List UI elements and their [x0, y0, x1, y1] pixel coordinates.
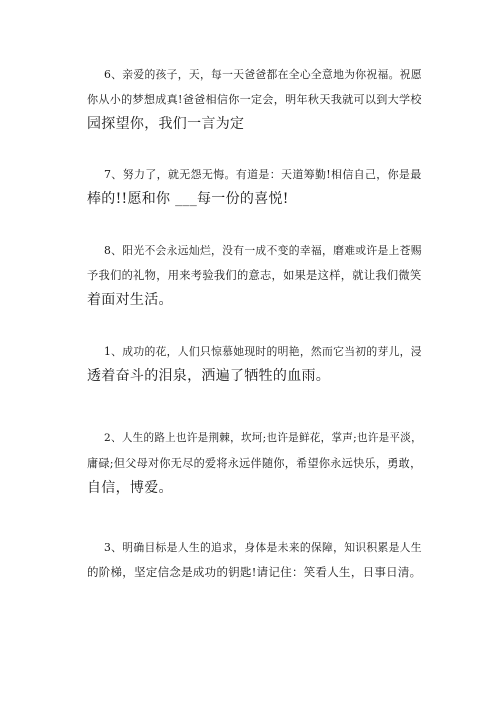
paragraph-line: 着面对生活。 [87, 292, 173, 308]
paragraph-line: 7、努力了，就无怨无悔。有道是：天道筹勤!相信自己，你是最 [104, 168, 422, 181]
paragraph-line: 棒的!!愿和你 ___每一份的喜悦! [87, 191, 289, 207]
paragraph-2 [87, 426, 424, 501]
paragraph-line: 庸碌;但父母对你无尽的爱将永远伴随你，希望你永远快乐，勇敢， [87, 457, 422, 470]
paragraph-line: 1、成功的花，人们只惊慕她现时的明艳，然而它当初的芽儿，浸 [104, 345, 422, 358]
paragraph-7 [87, 162, 424, 212]
paragraph-3 [87, 535, 424, 585]
paragraph-line: 自信，博爱。 [87, 480, 173, 496]
paragraph-1 [87, 339, 424, 389]
paragraph-line: 3、明确目标是人生的追求，身体是未来的保障，知识积累是人生 [104, 541, 422, 554]
paragraph-line: 2、人生的路上也许是荆棘，坎坷;也许是鲜花，掌声;也许是平淡， [104, 432, 422, 444]
paragraph-line: 8、阳光不会永远灿烂，没有一成不变的幸福，磨难或许是上苍赐 [104, 244, 422, 257]
paragraph-line: 你从小的梦想成真!爸爸相信你一定会，明年秋天我就可以到大学校 [87, 93, 422, 106]
paragraph-8 [87, 238, 424, 313]
paragraph-line: 园探望你，我们一言为定 [87, 116, 245, 132]
paragraph-6 [87, 62, 424, 137]
paragraph-line: 6、亲爱的孩子，天，每一天爸爸都在全心全意地为你祝福。祝愿 [104, 68, 422, 81]
paragraph-line: 的阶梯，坚定信念是成功的钥匙!请记住：笑看人生，日事日清。 [87, 565, 422, 579]
paragraph-line: 透着奋斗的泪泉，洒遍了牺牲的血雨。 [87, 368, 331, 384]
paragraph-line: 予我们的礼物，用来考验我们的意志，如果是这样，就让我们微笑 [87, 269, 422, 282]
